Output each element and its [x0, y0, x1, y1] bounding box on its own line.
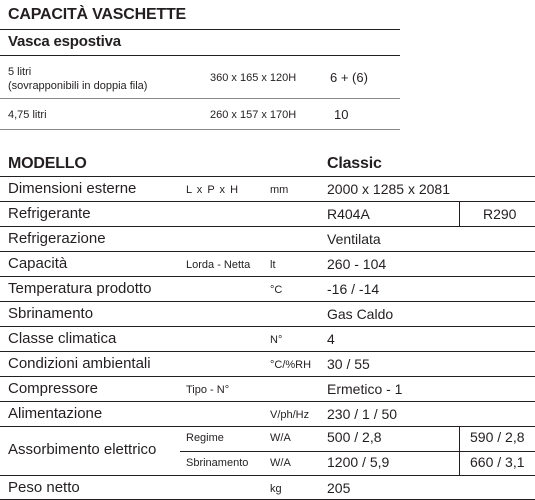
spec-label: Classe climatica	[8, 330, 117, 347]
spec-unit: °C/%RH	[270, 359, 312, 371]
capacity-row-dims: 360 x 165 x 120H	[210, 72, 297, 84]
spec-value: 30 / 55	[327, 356, 370, 372]
spec-value: Gas Caldo	[327, 306, 394, 322]
capacity-row-note: (sovrapponibili in doppia fila)	[8, 80, 148, 92]
spec-label: Alimentazione	[8, 405, 103, 422]
spec-unit: W/A	[270, 432, 291, 444]
spec-unit: N°	[270, 334, 283, 346]
spec-value-alt: 590 / 2,8	[470, 429, 525, 445]
divider	[0, 251, 535, 252]
divider	[0, 176, 535, 177]
spec-unit: mm	[270, 184, 289, 196]
divider	[0, 201, 535, 202]
spec-value: 500 / 2,8	[327, 429, 382, 445]
spec-value: Ventilata	[327, 231, 381, 247]
spec-value: 230 / 1 / 50	[327, 406, 398, 422]
divider	[459, 202, 460, 226]
spec-value: 2000 x 1285 x 2081	[327, 181, 450, 197]
spec-label: Sbrinamento	[8, 305, 94, 322]
spec-label: Capacità	[8, 255, 68, 272]
spec-label: Refrigerante	[8, 205, 91, 222]
divider	[0, 401, 535, 402]
divider	[0, 376, 535, 377]
spec-label: Assorbimento elettrico	[8, 441, 157, 458]
spec-qualifier: Sbrinamento	[186, 457, 249, 469]
spec-qualifier: Regime	[186, 432, 224, 444]
capacity-row-label: 4,75 litri	[8, 109, 47, 121]
spec-value-alt: 660 / 3,1	[470, 454, 525, 470]
spec-unit: °C	[270, 284, 283, 296]
capacity-row-dims: 260 x 157 x 170H	[210, 109, 297, 121]
divider	[0, 276, 535, 277]
spec-value: -16 / -14	[327, 281, 380, 297]
spec-label: Condizioni ambientali	[8, 355, 151, 372]
divider	[0, 55, 400, 56]
spec-qualifier: Lorda - Netta	[186, 259, 251, 271]
spec-value-alt: R290	[483, 206, 517, 222]
divider	[0, 226, 535, 227]
divider	[0, 426, 535, 427]
spec-value: Ermetico - 1	[327, 381, 403, 397]
divider	[0, 98, 400, 99]
spec-label: Compressore	[8, 380, 99, 397]
spec-unit: W/A	[270, 457, 291, 469]
spec-value: 205	[327, 480, 351, 496]
model-header-value: Classic	[327, 155, 382, 172]
divider	[180, 451, 535, 452]
capacity-row-qty: 10	[334, 107, 349, 122]
spec-value: R404A	[327, 206, 370, 222]
spec-unit: kg	[270, 483, 282, 495]
spec-value: 260 - 104	[327, 256, 387, 272]
spec-label: Peso netto	[8, 479, 80, 496]
spec-label: Temperatura prodotto	[8, 280, 152, 297]
divider	[0, 29, 400, 30]
spec-unit: lt	[270, 259, 276, 271]
divider	[0, 475, 535, 476]
spec-label: Refrigerazione	[8, 230, 106, 247]
divider	[0, 351, 535, 352]
spec-value: 1200 / 5,9	[327, 454, 390, 470]
capacity-row-qty: 6 + (6)	[330, 70, 368, 85]
spec-value: 4	[327, 331, 335, 347]
divider	[0, 301, 535, 302]
spec-qualifier: Tipo - N°	[186, 384, 230, 396]
model-header-label: MODELLO	[8, 155, 87, 172]
capacity-title: CAPACITÀ VASCHETTE	[8, 6, 187, 23]
spec-unit: V/ph/Hz	[270, 409, 310, 421]
capacity-row-label: 5 litri	[8, 66, 32, 78]
divider	[0, 129, 400, 130]
spec-label: Dimensioni esterne	[8, 180, 137, 197]
divider	[459, 427, 460, 475]
capacity-subtitle: Vasca espostiva	[8, 33, 121, 50]
divider	[0, 326, 535, 327]
spec-qualifier: L x P x H	[186, 184, 240, 196]
